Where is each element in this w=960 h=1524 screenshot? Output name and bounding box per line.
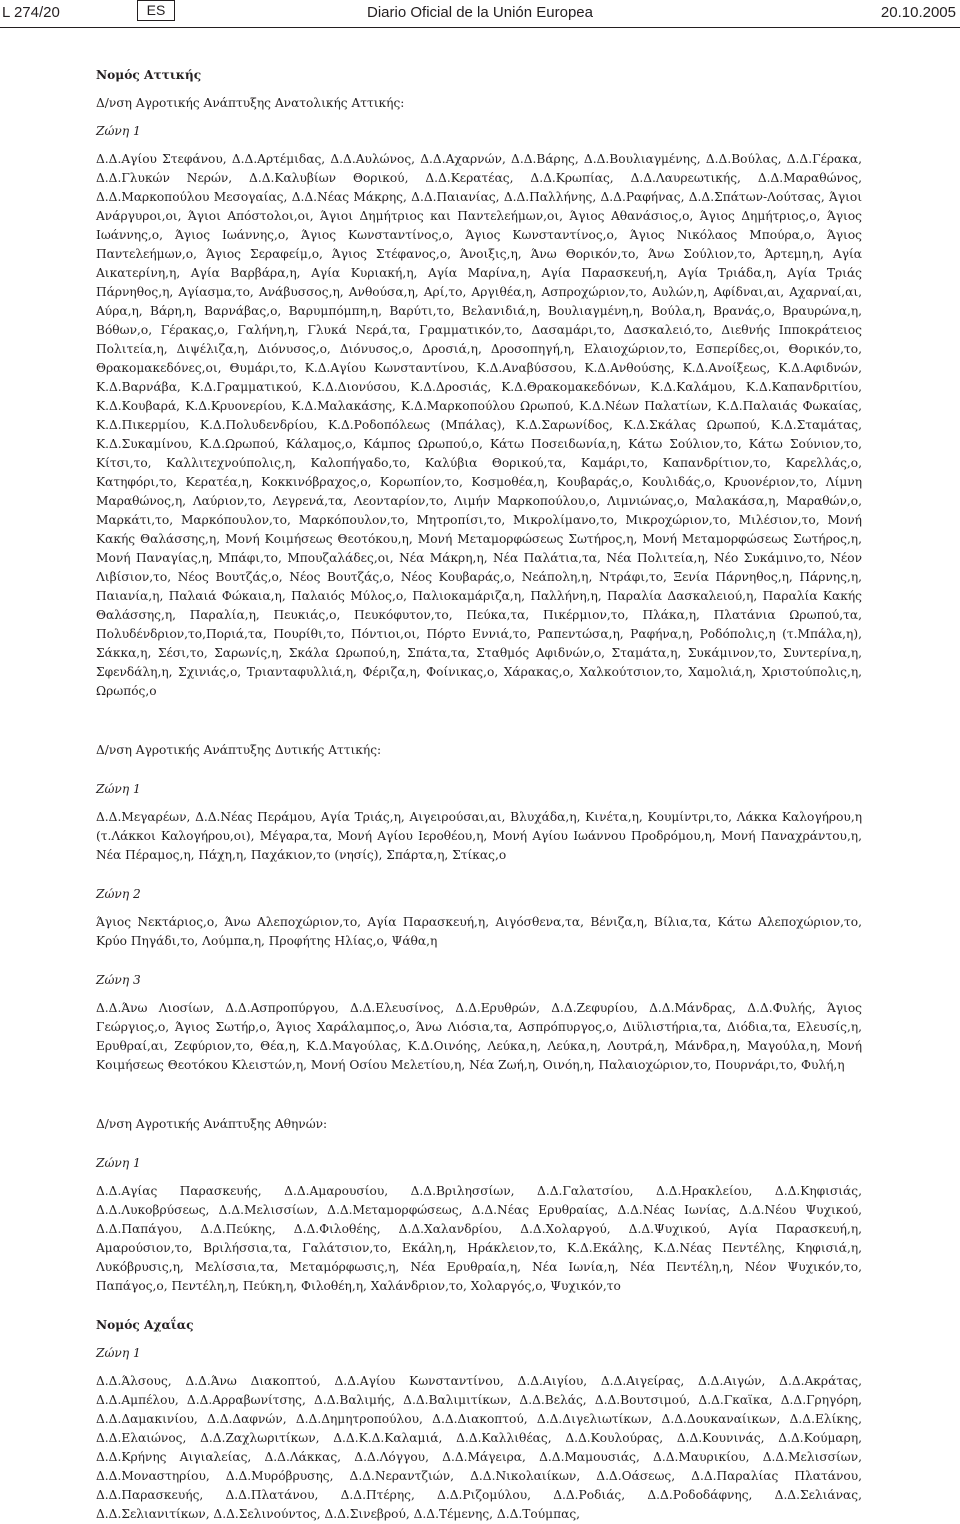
section-heading-east-attica: Δ/νση Αγροτικής Ανάπτυξης Ανατολικής Αττικής:	[96, 96, 405, 110]
zone-text-athens-1: Δ.Δ.Αγίας Παρασκευής, Δ.Δ.Αμαρουσίου, Δ.Δ.Βριλησσίων, Δ.Δ.Γαλατσίου, Δ.Δ.Ηρακλείου, Δ.Δ.Κηφισιάς, Δ.Δ.Λυκοβρύσεως, Δ.Δ.Μελισσίων, Δ.Δ.Μεταμορφώσεως, Δ.Δ.Νέας Ερυθραίας, Δ.Δ.Νέας Ιωνίας, Δ.Δ.Νέου Ψυχικού, Δ.Δ.Παπάγου, Δ.Δ.Πεύκης, Δ.Δ.Φιλοθέης, Δ.Δ.Χαλανδρίου, Δ.Δ.Χολαργού, Δ.Δ.Ψυχικού, Αγία Παρασκευή,η, Αμαρούσιον,το, Βριλήσσια,τα, Γαλάτσιον,το, Εκάλη,η, Ηράκλειον,το, Κ.Δ.Εκάλης, Κ.Δ.Νέας Πεντέλης, Κηφισιά,η, Λυκόβρυσις,η, Μελίσσια,τα, Μεταμόρφωσις,η, Νέα Ερυθραία,η, Νέα Ιωνία,η, Νέα Πεντέλη,η, Νέον Ψυχικόν,το, Παπάγος,ο, Πεντέλη,η, Πεύκη,η, Φιλοθέη,η, Χαλάνδριον,το, Χολαργός,ο, Ψυχικόν,το	[96, 1184, 862, 1293]
prefecture-title-achaia: Νομός Αχαΐας	[96, 1318, 194, 1332]
zone-label-west-1: Ζώνη 1	[96, 782, 141, 796]
publication-date: 20.10.2005	[880, 4, 956, 21]
zone-label-athens-1: Ζώνη 1	[96, 1156, 141, 1170]
zone-label-east-1: Ζώνη 1	[96, 124, 141, 138]
section-heading-athens: Δ/νση Αγροτικής Ανάπτυξης Αθηνών:	[96, 1117, 328, 1131]
zone-text-achaia-1: Δ.Δ.Άλσους, Δ.Δ.Άνω Διακοπτού, Δ.Δ.Αγίου Κωνσταντίνου, Δ.Δ.Αιγίου, Δ.Δ.Αιγείρας, Δ.Δ.Αιγών, Δ.Δ.Ακράτας, Δ.Δ.Αμπέλου, Δ.Δ.Αρραβωνίτσης, Δ.Δ.Βαλιμής, Δ.Δ.Βαλιμιτίκων, Δ.Δ.Βελάς, Δ.Δ.Βουτσιμού, Δ.Δ.Γκαϊκα, Δ.Δ.Γρηγόρη, Δ.Δ.Δαμακινίου, Δ.Δ.Δαφνών, Δ.Δ.Δημητροπούλου, Δ.Δ.Διακοπτού, Δ.Δ.Διγελιωτίκων, Δ.Δ.Δουκαναίικων, Δ.Δ.Ελίκης, Δ.Δ.Ελαιώνος, Δ.Δ.Ζαχλωριτίκων, Δ.Δ.Κ.Δ.Καλαμιά, Δ.Δ.Καλλιθέας, Δ.Δ.Κουλούρας, Δ.Δ.Κουνινάς, Δ.Δ.Κούμαρη, Δ.Δ.Κρήνης Αιγιαλείας, Δ.Δ.Λάκκας, Δ.Δ.Λόγγου, Δ.Δ.Μάγειρα, Δ.Δ.Μαμουσιάς, Δ.Δ.Μαυρικίου, Δ.Δ.Μελισσίων, Δ.Δ.Μοναστηρίου, Δ.Δ.Μυρόβρυσης, Δ.Δ.Νεραντζιών, Δ.Δ.Νικολαιίκων, Δ.Δ.Οάσεως, Δ.Δ.Παραλίας Πλατάνου, Δ.Δ.Παρασκευής, Δ.Δ.Πλατάνου, Δ.Δ.Πτέρης, Δ.Δ.Ριζομύλου, Δ.Δ.Ροδιάς, Δ.Δ.Ροδοδάφνης, Δ.Δ.Σελιάνας, Δ.Δ.Σελιανιτίκων, Δ.Δ.Σελινούντος, Δ.Δ.Σινεβρού, Δ.Δ.Τέμενης, Δ.Δ.Τούμπας,	[96, 1374, 862, 1521]
zone-text-west-1: Δ.Δ.Μεγαρέων, Δ.Δ.Νέας Περάμου, Αγία Τριάς,η, Αιγειρούσαι,αι, Βλυχάδα,η, Κινέτα,η, Κουμίντρι,το, Λάκκα Καλογήρου,η (τ.Λάκκοι Καλογήρου,οι), Μέγαρα,τα, Μονή Αγίου Ιεροθέου,η, Μονή Αγίου Ιωάννου Προδρόμου,η, Μονή Παναχράντου,η, Νέα Πέραμος,η, Πάχη,η, Παχάκιον,το (νησίς), Σπάρτα,η, Στίκας,ο	[96, 810, 862, 862]
journal-header	[0, 0, 960, 22]
zone-text-east-1: Δ.Δ.Αγίου Στεφάνου, Δ.Δ.Αρτέμιδας, Δ.Δ.Αυλώνος, Δ.Δ.Αχαρνών, Δ.Δ.Βάρης, Δ.Δ.Βουλιαγμένης, Δ.Δ.Βούλας, Δ.Δ.Γέρακα, Δ.Δ.Γλυκών Νερών, Δ.Δ.Καλυβίων Θορικού, Δ.Δ.Κερατέας, Δ.Δ.Κρωπίας, Δ.Δ.Λαυρεωτικής, Δ.Δ.Μαραθώνος, Δ.Δ.Μαρκοπούλου Μεσογαίας, Δ.Δ.Νέας Μάκρης, Δ.Δ.Παιανίας, Δ.Δ.Παλλήνης, Δ.Δ.Ραφήνας, Δ.Δ.Σπάτων-Λούτσας, Άγιοι Ανάργυροι,οι, Άγιοι Απόστολοι,οι, Άγιοι Δημήτριος και Παντελεήμων,οι, Άγιος Αθανάσιος,ο, Άγιος Δημήτριος,ο, Άγιος Ιωάννης,ο, Άγιος Ιωάννης,ο, Άγιος Κωνσταντίνος,ο, Άγιος Κωνσταντίνος,ο, Άγιος Νικόλαος Μπούρα,ο, Άγιος Παντελεήμων,ο, Άγιος Σεραφείμ,ο, Άγιος Στέφανος,ο, Άνοιξις,η, Άνω Θορικόν,το, Άνω Σούλιον,το, Άρτεμη,η, Αγία Αικατερίνη,η, Αγία Βαρβάρα,η, Αγία Κυριακή,η, Αγία Μαρίνα,η, Αγία Παρασκευή,η, Αγία Τριάδα,η, Αγία Τριάς Πάρνηθος,η, Αγίασμα,το, Ανάβυσσος,η, Ανθούσα,η, Αρί,το, Αργιθέα,η, Ασπροχώριον,το, Αυλών,η, Αφίδναι,αι, Αχαρναί,αι, Αύρα,η, Βάρη,η, Βαρνάβας,ο, Βαρυμπόμπη,η, Βαρύτι,το, Βελανιδιά,η, Βουλιαγμένη,η, Βούλα,η, Βρανάς,ο, Βραυρώνα,η, Βόθων,ο, Γέρακας,ο, Γαλήνη,η, Γλυκά Νερά,τα, Γραμματικόν,το, Δασαμάρι,το, Δασκαλειό,το, Διεθνής Ιπποκράτειος Πολιτεία,η, Διψέλιζα,η, Διόνυσος,ο, Διόνυσος,ο, Δροσιά,η, Δροσοπηγή,η, Ελαιοχώριον,το, Εσπερίδες,οι, Θορικόν,το, Θρακομακεδόνες,οι, Θυμάρι,το, Κ.Δ.Αγίου Κωνσταντίνου, Κ.Δ.Αναβύσσου, Κ.Δ.Ανθούσης, Κ.Δ.Ανοίξεως, Κ.Δ.Αφιδνών, Κ.Δ.Βαρνάβα, Κ.Δ.Γραμματικού, Κ.Δ.Διονύσου, Κ.Δ.Δροσιάς, Κ.Δ.Θρακομακεδόνων, Κ.Δ.Καλάμου, Κ.Δ.Καπανδριτίου, Κ.Δ.Κουβαρά, Κ.Δ.Κρυονερίου, Κ.Δ.Μαλακάσης, Κ.Δ.Μαρκοπούλου Ωρωπού, Κ.Δ.Νέων Παλατίων, Κ.Δ.Παλαιάς Φωκαίας, Κ.Δ.Πικερμίου, Κ.Δ.Πολυδενδρίου, Κ.Δ.Ροδοπόλεως (Μπάλας), Κ.Δ.Σαρωνίδος, Κ.Δ.Σκάλας Ωρωπού, Κ.Δ.Σταμάτας, Κ.Δ.Συκαμίνου, Κ.Δ.Ωρωπού, Κάλαμος,ο, Κάμπος Ωρωπού,ο, Κάτω Ποσειδωνία,η, Κάτω Σούλιον,το, Κάτω Σούνιον,το, Κίτσι,το, Καλλιτεχνούπολις,η, Καλοπήγαδο,το, Καλύβια Θορικού,τα, Καμάρι,το, Καπανδρίτιον,το, Καρελλάς,ο, Κατηφόρι,το, Κερατέα,η, Κοκκινόβραχος,ο, Κορωπίον,το, Κοσμοθέα,η, Κουβαράς,ο, Κουλιδάς,ο, Κρυονέριον,το, Λίμνη Μαραθώνος,η, Λαύριον,το, Λεγρενά,τα, Λεονταρίον,το, Λιμήν Μαρκοπούλου,ο, Λιμνιώνας,ο, Μαλακάσα,η, Μαραθών,ο, Μαρκάτι,το, Μαρκόπουλον,το, Μαρκόπουλον,το, Μητροπίσι,το, Μικρολίμανο,το, Μικροχώριον,το, Μιλέσιον,το, Μονή Κακής Θαλάσσης,η, Μονή Κοιμήσεως Θεοτόκου,η, Μονή Μεταμορφώσεως Σωτήρος,η, Μονή Μεταμορφώσεως Σωτήρος,η, Μονή Παναγίας,η, Μπάφι,το, Μπουζαλάδες,οι, Νέα Μάκρη,η, Νέα Παλάτια,τα, Νέα Πολιτεία,η, Νέο Συκάμινο,το, Νέον Λιβίσιον,το, Νέος Βουτζάς,ο, Νέος Βουτζάς,ο, Νέος Κουβαράς,ο, Νεάπολη,η, Ντράφι,το, Ξενία Πάρνηθος,η, Πάρνης,η, Παιανία,η, Παλαιά Φώκαια,η, Παλαιός Μύλος,ο, Παλιοκαμάριζα,η, Παλλήνη,η, Παραλία Δασκαλειού,η, Παραλία Κακής Θαλάσσης,η, Παραλία,η, Πευκιάς,ο, Πευκόφυτον,το, Πεύκα,τα, Πικέρμιον,το, Πλάκα,η, Πλατάνια Ωρωπού,τα, Πολυδένδριον,το,Ποριά,τα, Πουρίθι,το, Πόντιοι,οι, Πόρτο Εννιά,το, Ραπεντώσα,η, Ραφήνα,η, Ροδόπολις,η (τ.Μπάλα,η), Σάκκα,η, Σέσι,το, Σαρωνίς,η, Σκάλα Ωρωπού,η, Σπάτα,τα, Σταθμός Αφιδνών,ο, Σταμάτα,η, Συκάμινον,το, Συντερίνα,η, Σφενδάλη,η, Σχινιάς,ο, Τριανταφυλλιά,η, Φέριζα,η, Φοίνικας,ο, Χάρακας,ο, Χαλκούτσιον,το, Χαμολιά,η, Χριστούπολις,η, Ωρωπός,ο	[96, 152, 862, 698]
zone-text-west-2: Άγιος Νεκτάριος,ο, Άνω Αλεποχώριον,το, Αγία Παρασκευή,η, Αιγόσθενα,τα, Βένιζα,η, Βίλια,τα, Κάτω Αλεποχώριον,το, Κρύο Πηγάδι,το, Λούμπα,η, Προφήτης Ηλίας,ο, Ψάθα,η	[96, 915, 862, 948]
zone-label-west-3: Ζώνη 3	[96, 973, 141, 987]
journal-title: Diario Oficial de la Unión Europea	[367, 4, 593, 21]
document-body	[96, 66, 862, 1524]
header-rule	[0, 27, 960, 28]
page-number: L 274/20	[2, 4, 60, 21]
language-badge: ES	[137, 0, 175, 21]
prefecture-title-attica: Νομός Αττικής	[96, 68, 202, 82]
zone-label-achaia-1: Ζώνη 1	[96, 1346, 141, 1360]
section-heading-west-attica: Δ/νση Αγροτικής Ανάπτυξης Δυτικής Αττικής:	[96, 743, 382, 757]
zone-label-west-2: Ζώνη 2	[96, 887, 141, 901]
zone-text-west-3: Δ.Δ.Άνω Λιοσίων, Δ.Δ.Ασπροπύργου, Δ.Δ.Ελευσίνος, Δ.Δ.Ερυθρών, Δ.Δ.Ζεφυρίου, Δ.Δ.Μάνδρας, Δ.Δ.Φυλής, Άγιος Γεώργιος,ο, Άγιος Σωτήρ,ο, Άγιος Χαράλαμπος,ο, Άνω Λιόσια,τα, Ασπρόπυργος,ο, Διϋλιστήρια,τα, Διόδια,τα, Ελευσίς,η, Ερυθραί,αι, Ζεφύριον,το, Θέα,η, Κ.Δ.Μαγούλας, Κ.Δ.Οινόης, Λεύκα,η, Λεύκα,η, Λουτρά,η, Μάνδρα,η, Μαγούλα,η, Μονή Κοιμήσεως Θεοτόκου Κλειστών,η, Μονή Οσίου Μελετίου,η, Νέα Ζωή,η, Οινόη,η, Παλαιοχώριον,το, Πουρνάρι,το, Φυλή,η	[96, 1001, 862, 1072]
